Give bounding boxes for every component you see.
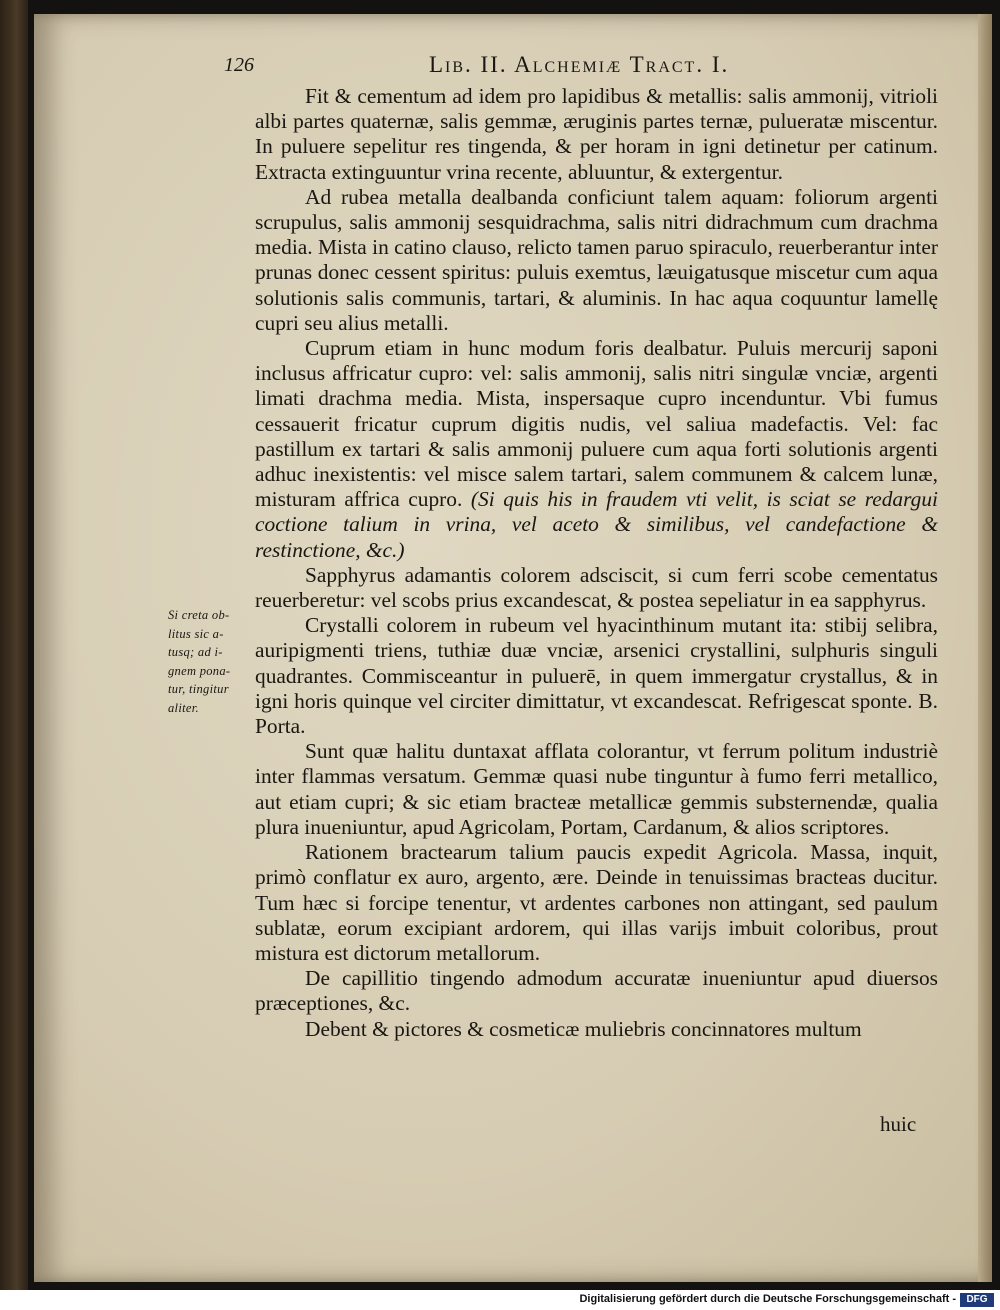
footer-bar [0, 1290, 1000, 1310]
paragraph-7: Rationem bractearum talium paucis expedit Agricola. Massa, inquit, primò conflatur ex auro, argento, ære. Deinde in tenuissimas bracteas ducitur. Tum hæc si forcipe tenentur, vt ardentes carbones non attingant, sed paulum sublatæ, eorum excipiant ardorem, qui illas varijs imbuit coloribus, prout mistura est dictorum metallorum. [255, 840, 938, 965]
page-number: 126 [224, 54, 254, 76]
paragraph-9: Debent & pictores & cosmeticæ muliebris concinnatores multum [305, 1016, 862, 1041]
page-edge [978, 14, 992, 1282]
book-binding-edge [0, 0, 28, 1290]
paragraph-6: Sunt quæ halitu duntaxat afflata colorantur, vt ferrum politum industriè inter flammas versatum. Gemmæ quasi nube tinguntur à fumo ferri metallico, aut etiam cupri; & sic etiam bracteæ metallicæ gemmis substernendæ, qualia plura inueniuntur, apud Agricolam, Portam, Cardanum, & alios scriptores. [255, 739, 938, 839]
paragraph-3-text: Cuprum etiam in hunc modum foris dealbatur. Puluis mercurij saponi inclusus affricatur cupro: vel: salis ammonij, salis nitri singulæ vnciæ, argenti limati drachma media. Mista, inspersaque cupro incenduntur. Vbi fumus cessauerit fricatur cuprum digitis nudis, vel saliua madefactis. Vel: fac pastillum ex tartari & salis ammonij puluere cum aqua forti solutionis argenti adhuc inexistentis: vel misce salem tartari, salem communem & calcem lunæ, misturam affrica cupro. [255, 336, 938, 512]
paragraph-8: De capillitio tingendo admodum accuratæ inueniuntur apud diuersos præceptiones, &c. [255, 966, 938, 1016]
margin-note-line: aliter. [168, 700, 199, 715]
running-head: Lib. II. Alchemiæ Tract. I. [429, 52, 730, 77]
paragraph-5: Crystalli colorem in rubeum vel hyacinthinum mutant ita: stibij selibra, auripigmenti triens, tuthiæ duæ vnciæ, arsenici crystallini, sulphuris singuli quadrantes. Commisceantur in puluerē, in quem immergatur crystallus, & in igni horis quinque vel circiter dimittatur, vt excandescat. Refrigescat sponte. B. Porta. [255, 613, 938, 739]
margin-note-line: tusq; ad i- [168, 645, 223, 659]
margin-note-line: litus sic a- [168, 626, 224, 641]
paragraph-3 [255, 336, 938, 563]
funding-credit: Digitalisierung gefördert durch die Deutsche Forschungsgemeinschaft - [579, 1293, 956, 1305]
paragraph-2: Ad rubea metalla dealbanda conficiunt talem aquam: foliorum argenti scrupulus, salis ammonij sesquidrachma, salis nitri didrachmum cum drachma media. Mista in catino clauso, relicto tamen paruo spiraculo, reuerberantur inter prunas donec cessent spiritus: puluis exemtus, læuigatusque miscetur cum aqua solutionis salis communis, tartari, & aluminis. In hac aqua coquuntur lamellę cupri seu alius metalli. [255, 184, 938, 335]
margin-note-line: gnem pona- [168, 663, 231, 678]
margin-note [168, 606, 260, 717]
margin-note-line: tur, tingitur [168, 682, 229, 696]
page-header [224, 48, 964, 88]
paragraph-3-italic-note: (Si quis his in fraudem vti velit, is sciat se redargui coctione talium in vrina, vel aceto & similibus, vel candefactione & restinctione, &c.) [255, 487, 938, 562]
dfg-logo: DFG [960, 1293, 994, 1307]
margin-note-line: Si creta ob- [168, 608, 230, 622]
main-text [255, 84, 938, 1042]
paragraph-1: Fit & cementum ad idem pro lapidibus & metallis: salis ammonij, vitrioli albi partes quaternæ, salis gemmæ, æruginis partes ternæ, pulueratæ miscentur. In puluere sepelitur res tingenda, & per horam in igni detinetur per catinum. Extracta extinguuntur vrina recente, abluuntur, & extergentur. [255, 84, 938, 184]
paragraph-4: Sapphyrus adamantis colorem adsciscit, si cum ferri scobe cementatus reuerberetur: vel scobs prius excandescat, & postea sepeliatur in ea sapphyrus. [255, 562, 938, 613]
catchword: huic [880, 1112, 917, 1136]
